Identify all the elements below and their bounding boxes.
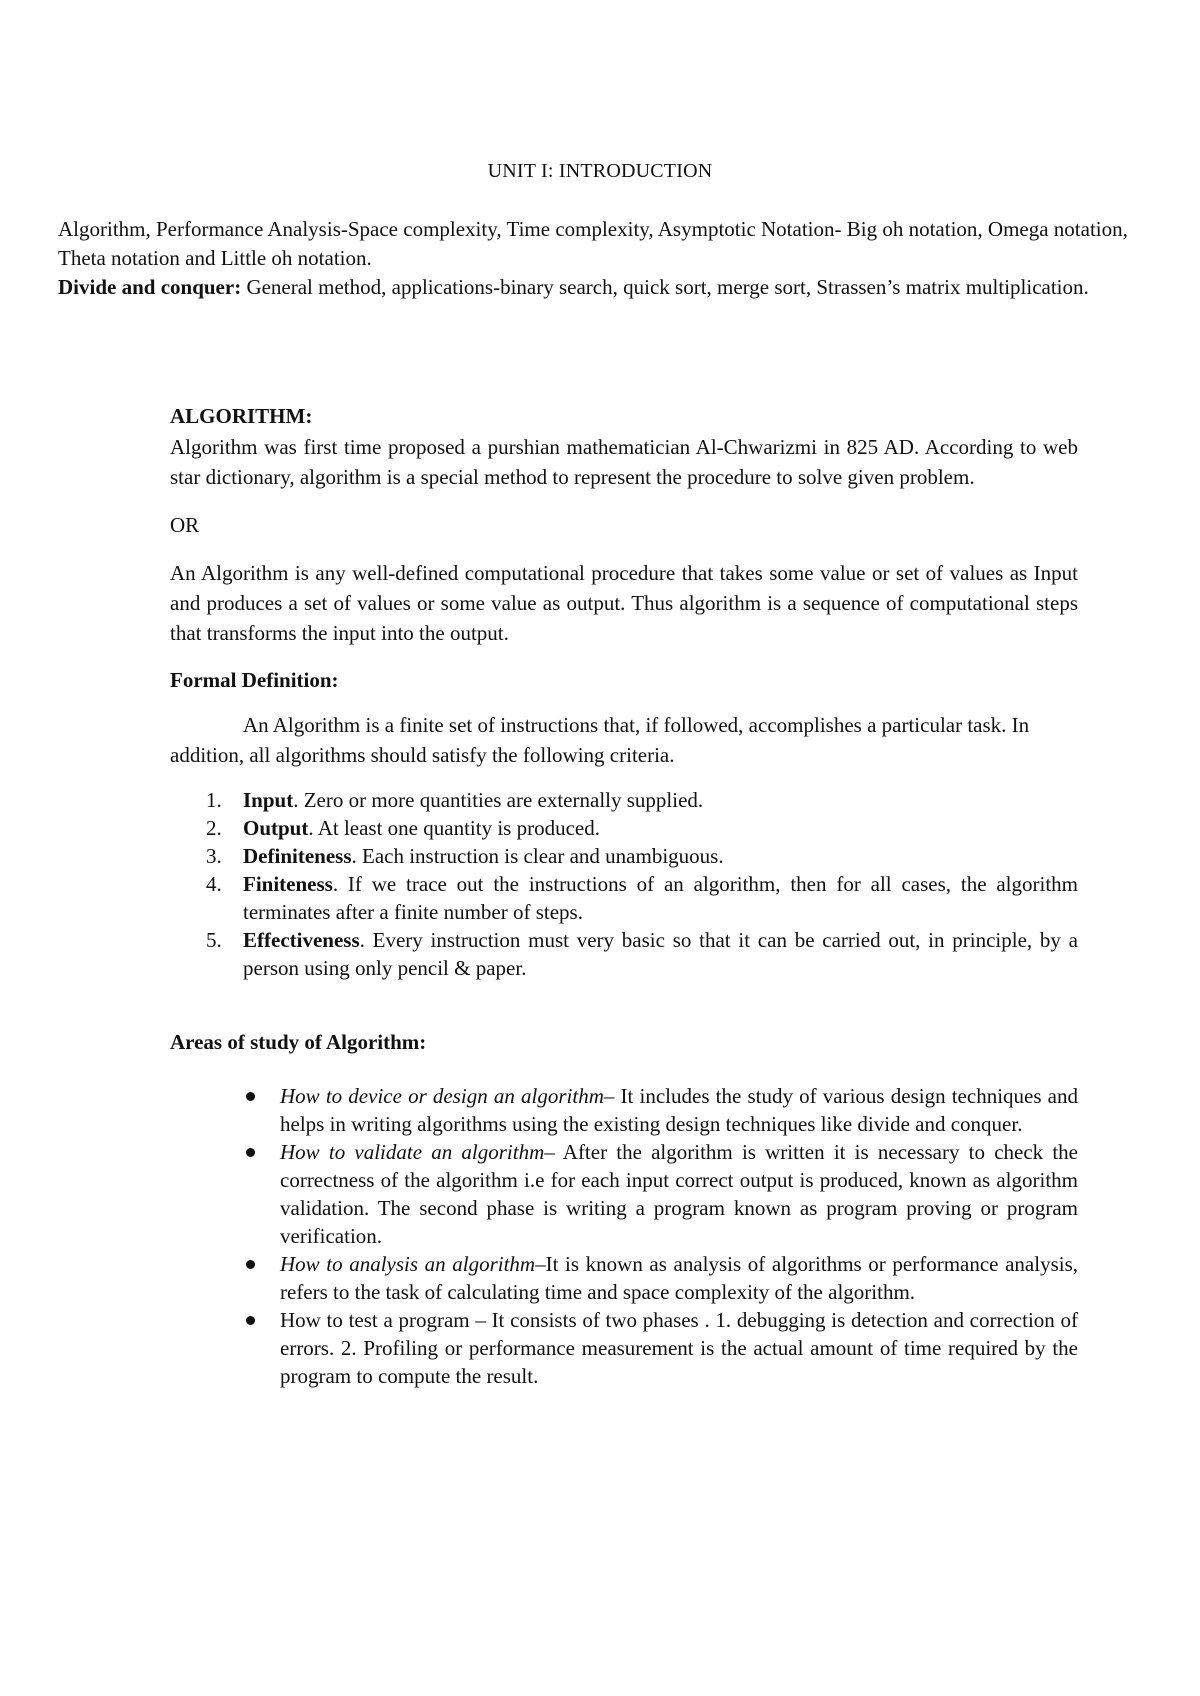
bullet-icon [246, 1316, 255, 1325]
areas-heading: Areas of study of Algorithm: [170, 1030, 427, 1054]
criterion-term: Input [243, 788, 294, 812]
list-item [170, 1138, 1078, 1250]
criterion-text: . Every instruction must very basic so that it can be carried out, in principle, by a person using only pencil & paper. [243, 928, 1078, 980]
area-lead: How to validate an algorithm [280, 1140, 545, 1164]
criterion-term: Effectiveness [243, 928, 360, 952]
syllabus-block [58, 215, 1138, 302]
algorithm-heading: ALGORITHM: [170, 404, 313, 428]
list-number: 1. [206, 788, 222, 812]
or-separator: OR [170, 513, 200, 537]
criterion-term: Output [243, 816, 309, 840]
bullet-icon [246, 1260, 255, 1269]
criterion-text: . Each instruction is clear and unambiguous. [351, 844, 724, 868]
list-item [170, 814, 1078, 842]
area-lead: How to device or design an algorithm [280, 1084, 604, 1108]
bullet-icon [246, 1092, 255, 1101]
page-title: UNIT I: INTRODUCTION [487, 160, 713, 182]
area-lead: How to analysis an algorithm [280, 1252, 536, 1276]
algorithm-definition: Algorithm was first time proposed a purshian mathematician Al-Chwarizmi in 825 AD. According to web star dictionary, algorithm is a special method to represent the procedure to solve given problem. [170, 435, 1078, 489]
list-number: 5. [206, 928, 222, 952]
criterion-text: . If we trace out the instructions of an algorithm, then for all cases, the algorithm terminates after a finite number of steps. [243, 872, 1078, 924]
area-text: How to test a program – It consists of two phases . 1. debugging is detection and correction of errors. 2. Profiling or performance measurement is the actual amount of time required by the program to compute the result. [280, 1308, 1078, 1388]
list-item [170, 1250, 1078, 1306]
area-text: – After the algorithm is written it is necessary to check the correctness of the algorithm i.e for each input correct output is produced, known as algorithm validation. The second phase is writing a program known as program proving or program verification. [280, 1140, 1078, 1248]
criterion-text: . At least one quantity is produced. [308, 816, 600, 840]
list-item [170, 1306, 1078, 1390]
criterion-term: Finiteness [243, 872, 333, 896]
criteria-list [170, 786, 1078, 982]
criterion-text: . Zero or more quantities are externally supplied. [293, 788, 704, 812]
list-item [170, 1082, 1078, 1138]
list-number: 2. [206, 816, 222, 840]
list-item [170, 842, 1078, 870]
bullet-icon [246, 1148, 255, 1157]
criterion-term: Definiteness [243, 844, 352, 868]
formal-definition-text: An Algorithm is a finite set of instructions that, if followed, accomplishes a particular task. In addition, all algorithms should satisfy the following criteria. [170, 713, 1030, 767]
main-content [170, 400, 1078, 1390]
list-item [170, 870, 1078, 926]
formal-definition-heading: Formal Definition: [170, 668, 339, 692]
list-number: 3. [206, 844, 222, 868]
areas-list [170, 1082, 1078, 1390]
divide-conquer-text: General method, applications-binary search, quick sort, merge sort, Strassen’s matrix multiplication. [241, 275, 1089, 299]
syllabus-topics: Algorithm, Performance Analysis-Space complexity, Time complexity, Asymptotic Notation- Big oh notation, Omega notation, Theta notation and Little oh notation. [58, 217, 1128, 270]
list-number: 4. [206, 872, 222, 896]
list-item [170, 786, 1078, 814]
divide-conquer-label: Divide and conquer: [58, 275, 242, 299]
list-item [170, 926, 1078, 982]
algorithm-procedure-definition: An Algorithm is any well-defined computational procedure that takes some value or set of values as Input and produces a set of values or some value as output. Thus algorithm is a sequence of computational steps that transforms the input into the output. [170, 561, 1078, 645]
area-text: – It includes the study of various design techniques and helps in writing algorithms using the existing design techniques like divide and conquer. [280, 1084, 1078, 1136]
area-text: –It is known as analysis of algorithms or performance analysis, refers to the task of calculating time and space complexity of the algorithm. [280, 1252, 1079, 1304]
